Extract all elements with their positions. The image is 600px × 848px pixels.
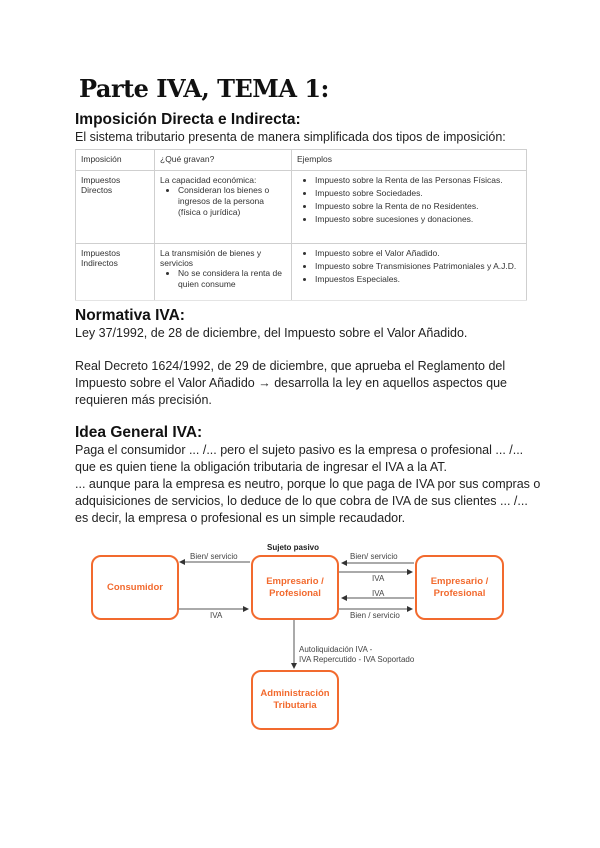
what-text: La capacidad económica:: [160, 175, 257, 185]
label-bien-servicio-left: Bien/ servicio: [190, 552, 238, 561]
example-item: • Impuesto sobre sucesiones y donaciones.: [315, 214, 521, 225]
example-item: • Impuesto sobre la Renta de las Personas Físicas.: [315, 175, 521, 186]
idea-line: ... aunque para la empresa es neutro, porque lo que paga de IVA por sus compras o: [75, 477, 541, 491]
label-repercutido-soportado: IVA Repercutido - IVA Soportado: [299, 655, 415, 664]
normativa-ley: Ley 37/1992, de 28 de diciembre, del Impuesto sobre el Valor Añadido.: [75, 326, 468, 340]
label-iva-right-1: IVA: [372, 574, 385, 583]
page-title: Parte IVA, TEMA 1:: [79, 74, 329, 103]
normativa-real-decreto: Real Decreto 1624/1992, de 29 de diciembre, que aprueba el Reglamento del Impuesto sobre el Valor Añadido → desarrolla la ley en aquellos aspectos que requieren más precisión.: [75, 359, 507, 407]
label-autoliquidacion: Autoliquidación IVA -: [299, 645, 373, 654]
example-item: • Impuesto sobre Sociedades.: [315, 188, 521, 199]
label-iva-left: IVA: [210, 611, 223, 620]
idea-line: que es quien tiene la obligación tributaria de ingresar el IVA a la AT.: [75, 460, 447, 474]
table-header-cell: Imposición: [76, 150, 155, 171]
node-administracion-tributaria: Administración Tributaria: [251, 670, 339, 730]
node-consumidor: Consumidor: [91, 555, 179, 620]
idea-line: adquisiciones de servicios, lo deduce de lo que cobra de IVA de sus clientes ... /...: [75, 494, 528, 508]
section-intro: El sistema tributario presenta de manera simplificada dos tipos de imposición:: [75, 130, 506, 144]
example-item: • Impuestos Especiales.: [315, 274, 521, 285]
what-bullet: • No se considera la renta de quien consume: [178, 268, 286, 290]
idea-line: es decir, la empresa o profesional es un simple recaudador.: [75, 511, 406, 525]
table-cell-type: Impuestos Indirectos: [76, 244, 155, 301]
node-empresario-center: Empresario / Profesional: [251, 555, 339, 620]
idea-line: Paga el consumidor ... /... pero el sujeto pasivo es la empresa o profesional ... /...: [75, 443, 524, 457]
label-sujeto-pasivo: Sujeto pasivo: [267, 543, 320, 552]
what-text: La transmisión de bienes y servicios: [160, 248, 262, 268]
table-cell-type: Impuestos Directos: [76, 171, 155, 244]
example-item: • Impuesto sobre el Valor Añadido.: [315, 248, 521, 259]
section-heading-idea-general: Idea General IVA:: [75, 424, 203, 441]
example-item: • Impuesto sobre Transmisiones Patrimoniales y A.J.D.: [315, 261, 521, 272]
label-iva-right-2: IVA: [372, 589, 385, 598]
label-bien-servicio-right-top: Bien/ servicio: [350, 552, 398, 561]
section-heading-normativa: Normativa IVA:: [75, 307, 185, 324]
node-empresario-right: Empresario / Profesional: [415, 555, 504, 620]
table-header-cell: Ejemplos: [292, 150, 527, 171]
what-bullet: • Consideran los bienes o ingresos de la persona (física o jurídica): [178, 185, 286, 218]
label-bien-servicio-right-bottom: Bien / servicio: [350, 611, 400, 620]
section-heading-imposicion: Imposición Directa e Indirecta:: [75, 111, 301, 128]
table-header-cell: ¿Qué gravan?: [155, 150, 292, 171]
example-item: • Impuesto sobre la Renta de no Residentes.: [315, 201, 521, 212]
